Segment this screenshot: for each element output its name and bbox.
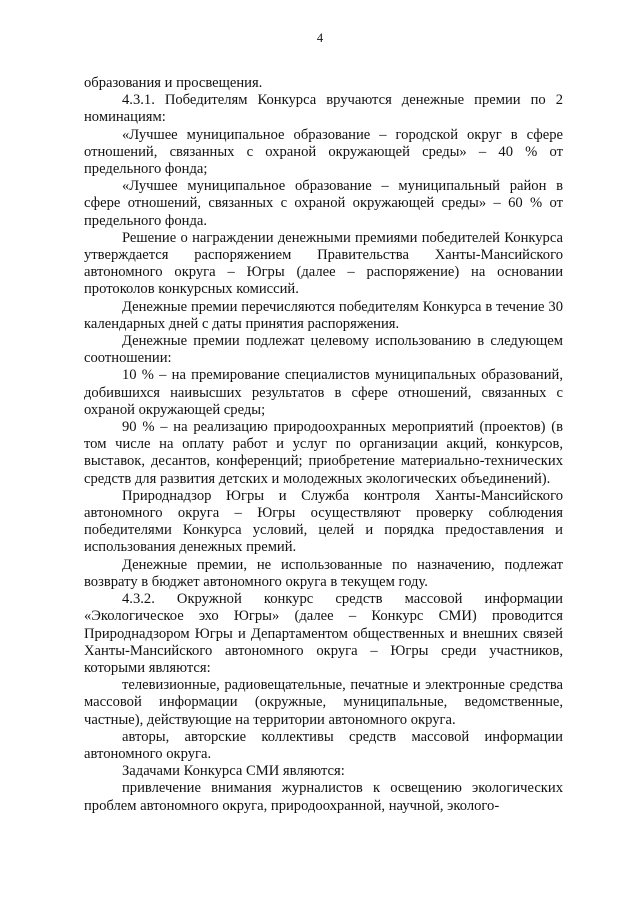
- document-body: [84, 75, 563, 815]
- paragraph-4-3-1: 4.3.1. Победителям Конкурса вручаются денежные премии по 2 номинациям:: [84, 92, 563, 126]
- paragraph-award-decision: Решение о награждении денежными премиями победителей Конкурса утверждается распоряжением Правительства Ханты-Мансийского автономного округа – Югры (далее – распоряжение) на основании протоколов конкурсных комиссий.: [84, 229, 563, 298]
- page-number: 4: [316, 31, 324, 45]
- paragraph-control: Природнадзор Югры и Служба контроля Ханты-Мансийского автономного округа – Югры осуществляют проверку соблюдения победителями Конкурса условий, целей и порядка предоставления и использования денежных премий.: [84, 487, 563, 556]
- paragraph-return: Денежные премии, не использованные по назначению, подлежат возврату в бюджет автономного округа в текущем году.: [84, 556, 563, 590]
- paragraph-ninety-percent: 90 % – на реализацию природоохранных мероприятий (проектов) (в том числе на оплату работ и услуг по организации акций, конкурсов, выставок, десантов, конференций; приобретение материально-технических средств для развития детских и молодежных экологических объединений).: [84, 419, 563, 487]
- paragraph-tasks-first: привлечение внимания журналистов к освещению экологических проблем автономного округа, природоохранной, научной, эколого-: [84, 780, 563, 814]
- paragraph-nomination-district: «Лучшее муниципальное образование – муниципальный район в сфере отношений, связанных с охраной окружающей среды» – 60 % от предельного фонда.: [84, 178, 563, 229]
- paragraph-authors: авторы, авторские коллективы средств массовой информации автономного округа.: [84, 728, 563, 762]
- paragraph-tasks-heading: Задачами Конкурса СМИ являются:: [122, 763, 345, 780]
- paragraph-4-3-2: 4.3.2. Окружной конкурс средств массовой информации «Экологическое эхо Югры» (далее – Конкурс СМИ) проводится Природнадзором Югры и Департаментом общественных и внешних связей Ханты-Мансийского автономного округа – Югры среди участников, которыми являются:: [84, 591, 563, 676]
- paragraph-payment-term: Денежные премии перечисляются победителям Конкурса в течение 30 календарных дней с даты принятия распоряжения.: [84, 298, 563, 332]
- paragraph-media-outlets: телевизионные, радиовещательные, печатные и электронные средства массовой информации (окружные, муниципальные, ведомственные, частные), действующие на территории автономного округа.: [84, 677, 563, 728]
- paragraph-target-use: Денежные премии подлежат целевому использованию в следующем соотношении:: [84, 333, 563, 367]
- paragraph-continuation: образования и просвещения.: [84, 75, 263, 91]
- paragraph-ten-percent: 10 % – на премирование специалистов муниципальных образований, добившихся наивысших результатов в сфере отношений, связанных с охраной окружающей среды;: [84, 367, 563, 418]
- paragraph-nomination-city: «Лучшее муниципальное образование – городской округ в сфере отношений, связанных с охраной окружающей среды» – 40 % от предельного фонда;: [84, 126, 563, 178]
